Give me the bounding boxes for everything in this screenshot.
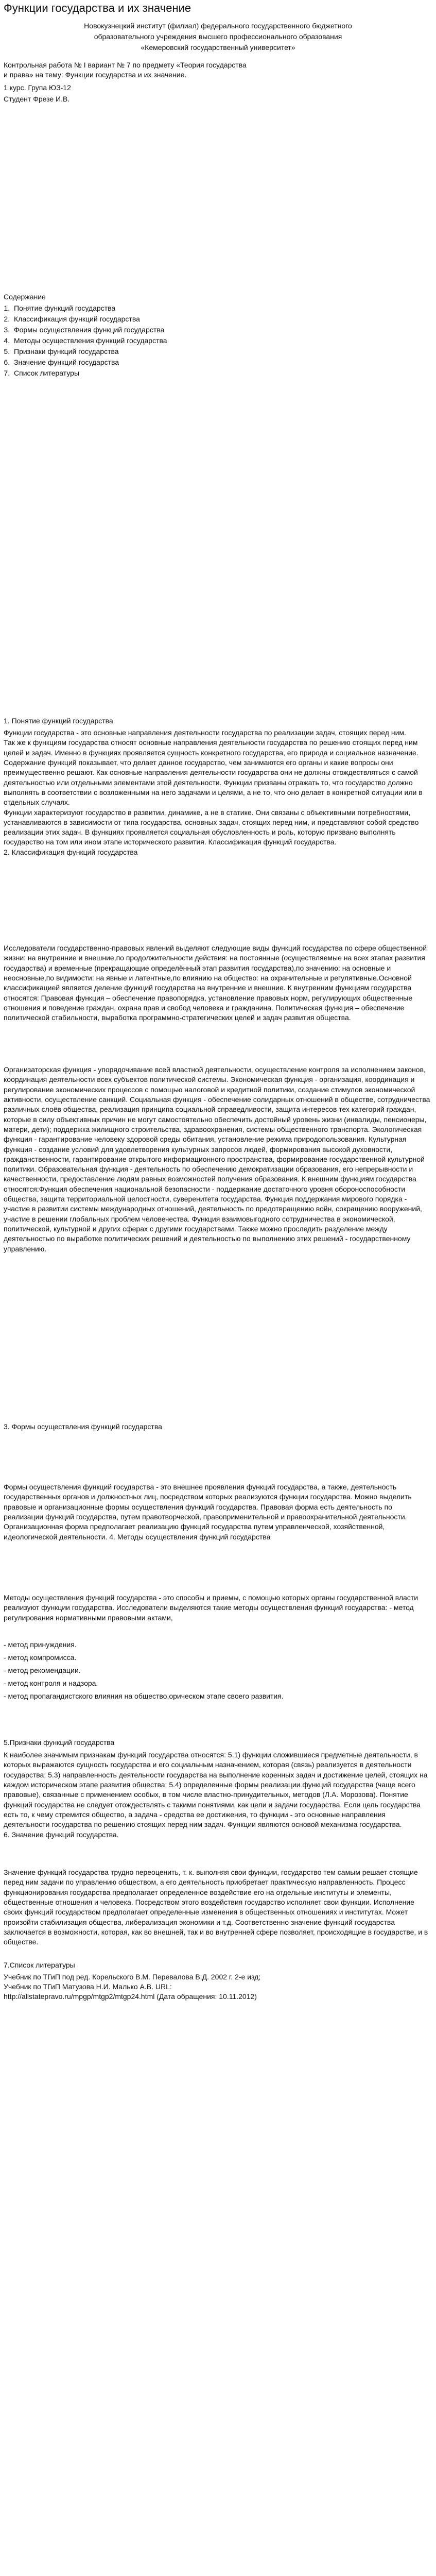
list-item: - метод рекомендации. bbox=[4, 1666, 81, 1674]
work-line: Контрольная работа № I вариант № 7 по предмету «Теория государства bbox=[4, 61, 247, 69]
toc-item: 6. Значение функций государства bbox=[12, 357, 167, 368]
bibliography bbox=[4, 1972, 432, 2002]
bibliography-item: http://allstateprаvo.ru/mpgp/mtgp2/mtgp24.html (Дата обращения: 10.11.2012) bbox=[4, 1992, 257, 2001]
paragraph: Так же к функциям государства относят основные направления деятельности государства по решению стоящих перед ним целей и задач. Именно в функциях проявляется сущность конкретного государства, его природа и социальное назначение. Содержание функций показывает, что делает данное государство, чем занимаются его органы и какие вопросы они преимущественно решают. Как основные направления деятельности государства они не должны отождествляться с самой деятельностью или отдельными элементами этой деятельности. Функции призваны отражать то, что государство должно выполнять в соответствии с возложенными на него задачами и целями, а не то, что оно делает в конкретной ситуации или в отдельных случаях. bbox=[4, 738, 423, 807]
institute-line: «Кемеровский государственный университет» bbox=[141, 43, 295, 52]
institute-line: образовательного учреждения высшего профессионального образования bbox=[94, 32, 342, 41]
toc-item: 1. Понятие функций государства bbox=[12, 303, 167, 314]
section-heading: 3. Формы осуществления функций государства bbox=[4, 1422, 162, 1431]
table-of-contents bbox=[4, 303, 167, 379]
course-line: 1 курс. Група ЮЗ-12 bbox=[4, 83, 71, 92]
work-line: и права» на тему: Функции государства и их значение. bbox=[4, 71, 187, 79]
list-item: - метод контроля и надзора. bbox=[4, 1679, 98, 1687]
work-info bbox=[4, 60, 432, 80]
section-body bbox=[4, 1065, 432, 1254]
list-item: - метод компромисса. bbox=[4, 1653, 77, 1662]
toc-item: 2. Классификация функций государства bbox=[12, 314, 167, 325]
section-heading: 2. Классификация функций государства bbox=[4, 848, 138, 856]
toc-item: 4. Методы осуществления функций государства bbox=[12, 335, 167, 346]
institute-line: Новокузнецкий институт (филиал) федерального государственного бюджетного bbox=[84, 22, 352, 30]
list-item: - метод пропагандистского влияния на общество,орическом этапе своего развития. bbox=[4, 1692, 284, 1700]
section-body bbox=[4, 1593, 432, 1623]
paragraph: Формы осуществления функций государства - это внешнее проявления функций государства, а также, деятельность государственных органов и должностных лиц, посредством которых реализуются функции государства. Можно выделить правовые и организационные формы осуществления функций государства. Правовая форма есть деятельность по реализации функций государства, путем правотворческой, правоприменительной и правоохранительной деятельности. Организационная форма предполагает реализацию функций государства путем управленческой, хозяйственной, идеологической деятельности. 4. Методы осуществления функций государства bbox=[4, 1483, 412, 1541]
methods-list bbox=[4, 1638, 432, 1703]
paragraph: Методы осуществления функций государства - это способы и приемы, с помощью которых органы государственной власти реализуют функции государства. Исследователи выделяются такие методы осуществления функций государства: - метод регулирования нормативными правовыми актами, bbox=[4, 1594, 418, 1622]
institute-header bbox=[4, 21, 432, 53]
section-body bbox=[4, 1750, 432, 1840]
paragraph: Функции государства - это основные направления деятельности государства по реализации задач, стоящих перед ним. bbox=[4, 728, 406, 737]
section-body bbox=[4, 1868, 432, 1947]
toc-item: 5. Признаки функций государства bbox=[12, 346, 167, 357]
section-heading: 1. Понятие функций государства bbox=[4, 717, 113, 725]
toc-heading: Содержание bbox=[4, 293, 46, 301]
paragraph: Организаторская функция - упорядочивание всей властной деятельности, осуществление контроля за исполнением законов, координация деятельности всех субъектов политической системы. Экономическая функция - организация, координация и регулирование экономических процессов с помощью налоговой и кредитной политики, создание стимулов экономической активности, осуществление санкций. Социальная функция - обеспечение солидарных отношений в обществе, сотрудничества различных слоёв общества, реализация принципа социальной справедливости, защита интересов тех категорий граждан, которые в силу объективных причин не могут самостоятельно обеспечить достойный уровень жизни (инвалиды, пенсионеры, матери, дети); поддержка жилищного строительства, здравоохранения, системы общественного транспорта. Экологическая функция - гарантирование человеку здоровой среды обитания, установление режима природопользования. Культурная функция - создание условий для удовлетворения культурных запросов людей, формирования высокой духовности, гражданственности, гарантирование открытого информационного пространства, формирование государственной культурной политики. Образовательная функция - деятельность по обеспечению демократизации образования, его непрерывности и качественности, предоставление людям равных возможностей получения образования. К внешним функциям государства относятся:Функция обеспечения национальной безопасности - поддержание достаточного уровня обороноспособности общества, защита территориальной целостности, суверенитета государства. Функция поддержания мирового порядка - участие в развитии системы международных отношений, деятельность по предотвращению войн, сокращению вооружений, участие в решении глобальных проблем человечества. Функция взаимовыгодного сотрудничества в экономической, политической, культурной и других сферах с другими государствами. Также можно проследить разделение между деятельностью по выработке политических решений и деятельностью по выполнению этих решений - государственному управлению. bbox=[4, 1065, 430, 1253]
paragraph: К наиболее значимым признакам функций государства относятся: 5.1) функции сложившиеся предметные деятельности, в которых выражаются сущность государства и его социальным назначением, которая (связь) реализуется в деятельности государства; 5.3) направленность деятельности государства на выполнение коренных задач и достижение целей, стоящих на каждом историческом этапе развития общества; 5.4) определенные формы реализации функций государства (чаще всего правовые), связанные с применением особых, в том числе властно-принудительных, методов (Л.А. Морозова). Понятие функций государства не следует отождествлять с такими понятиями, как цели и задачи государства. Если цель государства есть то, к чему стремится общество, а задача - средства ее достижения, то функции - это основные направления деятельности государства по решению стоящих перед ним задач. Функции являются основой механизма государства. bbox=[4, 1751, 428, 1829]
toc-item: 7. Список литературы bbox=[12, 368, 167, 379]
section-heading: 5.Признаки функций государства bbox=[4, 1738, 115, 1747]
student-line: Студент Фрезе И.В. bbox=[4, 95, 70, 103]
section-body bbox=[4, 1482, 432, 1542]
section-heading: 7.Список литературы bbox=[4, 1961, 75, 1969]
bibliography-item: Учебник по ТГиП под ред. Корельского В.М. Перевалова В.Д. 2002 г. 2-е изд; bbox=[4, 1973, 261, 1981]
toc-item: 3. Формы осуществления функций государства bbox=[12, 325, 167, 335]
section-body bbox=[4, 728, 432, 857]
bibliography-item: Учебник по ТГиП Матузова Н.И. Малько А.В. URL: bbox=[4, 1982, 172, 1991]
page-title: Функции государства и их значение bbox=[4, 2, 191, 14]
section-body bbox=[4, 943, 432, 1023]
paragraph: Функции характеризуют государство в развитии, динамике, а не в статике. Они связаны с объективными потребностями, устанавливаются в зависимости от типа государства, основных задач, стоящих перед ним, и представляют собой средство реализации этих задач. В функциях проявляется социальная обусловленность и роль, которую призвано выполнять государство на том или ином этапе исторического развития. Классификация функций государства. bbox=[4, 808, 419, 846]
paragraph: Исследователи государственно-правовых явлений выделяют следующие виды функций государства по сфере общественной жизни: на внутренние и внешние,по продолжительности действия: на постоянные (осуществляемые на всех этапах развития государства) и временные (прекращающие определённый этап развития государства),по значению: на основные и неосновные,по видимости: на явные и латентные,по влиянию на общество: на охранительные и регулятивные.Основной классификацией является деление функций государства на внутренние и внешние. К внутренним функциям государства относятся: Правовая функция – обеспечение правопорядка, установление правовых норм, регулирующих общественные отношения и поведение граждан, охрана прав и свобод человека и гражданина. Политическая функция – обеспечение политической стабильности, выработка программно-стратегических целей и задач развития общества. bbox=[4, 944, 427, 1022]
paragraph: Значение функций государства трудно переоценить, т. к. выполняя свои функции, государство тем самым решает стоящие перед ним задачи по управлению обществом, а его деятельность приобретает практическую направленность. Процесс функционирования государства предполагает определенное воздействие его на отдельные институты и элементы, общественные отношения и человека. Посредством этого воздействия государство исполняет свои функции. Исполнение своих функций государством предполагает определенные изменения в общественных отношениях и институтах. Может произойти стабилизация общества, либерализация экономики и т.д. Соответственно значение функций государства заключается в возможности, которая, как во внешней, так и во внутренней сфере позволяет, происходящие в государстве, и в обществе. bbox=[4, 1868, 428, 1946]
section-heading: 6. Значение функций государства. bbox=[4, 1830, 119, 1839]
list-item: - метод принуждения. bbox=[4, 1640, 77, 1649]
